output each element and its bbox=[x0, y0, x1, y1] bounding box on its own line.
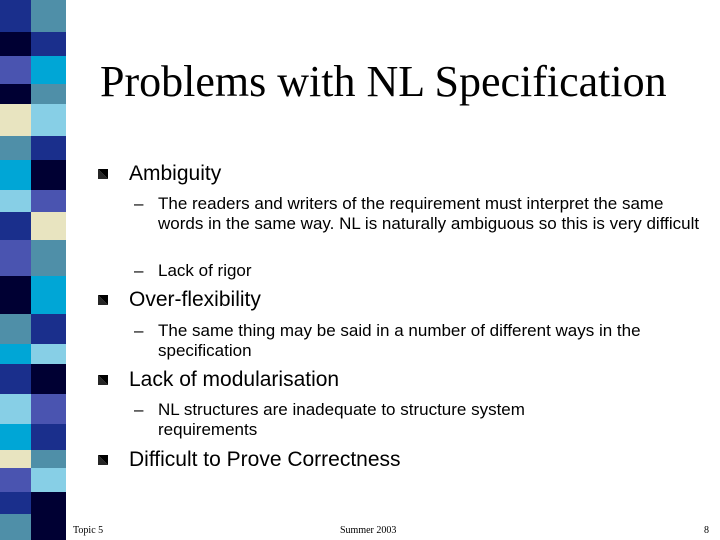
dash-marker: – bbox=[134, 194, 144, 213]
strip-block bbox=[31, 0, 66, 32]
strip-block bbox=[31, 468, 66, 492]
strip-block bbox=[31, 364, 66, 394]
strip-block bbox=[0, 468, 31, 492]
strip-block bbox=[0, 212, 31, 240]
strip-block bbox=[0, 56, 31, 84]
sub-bullet-text: NL structures are inadequate to structure system requirements bbox=[158, 400, 525, 439]
strip-block bbox=[31, 514, 66, 540]
footer-page-number: 8 bbox=[704, 525, 709, 536]
square-bullet-icon bbox=[98, 169, 108, 179]
strip-block bbox=[31, 212, 66, 240]
strip-block bbox=[0, 0, 31, 32]
strip-block bbox=[0, 364, 31, 394]
strip-block bbox=[31, 190, 66, 212]
bullet-label: Over-flexibility bbox=[129, 288, 261, 311]
footer-term: Summer 2003 bbox=[340, 525, 397, 536]
strip-block bbox=[0, 276, 31, 314]
strip-block bbox=[31, 240, 66, 276]
strip-block bbox=[31, 492, 66, 514]
sub-bullet-text: The readers and writers of the requirement must interpret the same words in the same way. NL is naturally ambiguous so this is very difficult bbox=[158, 194, 700, 233]
bullet-label: Ambiguity bbox=[129, 162, 222, 185]
strip-block bbox=[0, 84, 31, 104]
footer-topic: Topic 5 bbox=[73, 525, 104, 536]
strip-block bbox=[31, 56, 66, 84]
sub-bullet-text: The same thing may be said in a number of different ways in the specification bbox=[158, 321, 641, 360]
strip-block bbox=[31, 394, 66, 424]
square-bullet-icon bbox=[98, 455, 108, 465]
strip-block bbox=[0, 394, 31, 424]
strip-block bbox=[31, 314, 66, 344]
strip-block bbox=[0, 240, 31, 276]
square-bullet-icon bbox=[98, 375, 108, 385]
strip-block bbox=[0, 492, 31, 514]
strip-block bbox=[0, 424, 31, 450]
dash-marker: – bbox=[134, 400, 144, 419]
strip-block bbox=[31, 84, 66, 104]
strip-block bbox=[31, 424, 66, 450]
strip-block bbox=[0, 450, 31, 468]
dash-marker: – bbox=[134, 321, 144, 340]
strip-block bbox=[0, 32, 31, 56]
strip-block bbox=[31, 276, 66, 314]
sub-bullet-text: Lack of rigor bbox=[158, 261, 252, 280]
dash-marker: – bbox=[134, 261, 144, 280]
strip-block bbox=[31, 450, 66, 468]
strip-block bbox=[0, 344, 31, 364]
bullet-label: Difficult to Prove Correctness bbox=[129, 448, 401, 471]
strip-block bbox=[31, 104, 66, 136]
strip-block bbox=[0, 514, 31, 540]
strip-block bbox=[0, 314, 31, 344]
strip-block bbox=[31, 344, 66, 364]
strip-block bbox=[0, 136, 31, 160]
strip-block bbox=[31, 160, 66, 190]
bullet-label: Lack of modularisation bbox=[129, 368, 340, 391]
square-bullet-icon bbox=[98, 295, 108, 305]
strip-block bbox=[0, 160, 31, 190]
strip-block bbox=[31, 32, 66, 56]
strip-block bbox=[31, 136, 66, 160]
strip-block bbox=[0, 104, 31, 136]
slide-title: Problems with NL Specification bbox=[100, 57, 667, 106]
decorative-strip bbox=[0, 0, 66, 540]
strip-block bbox=[0, 190, 31, 212]
